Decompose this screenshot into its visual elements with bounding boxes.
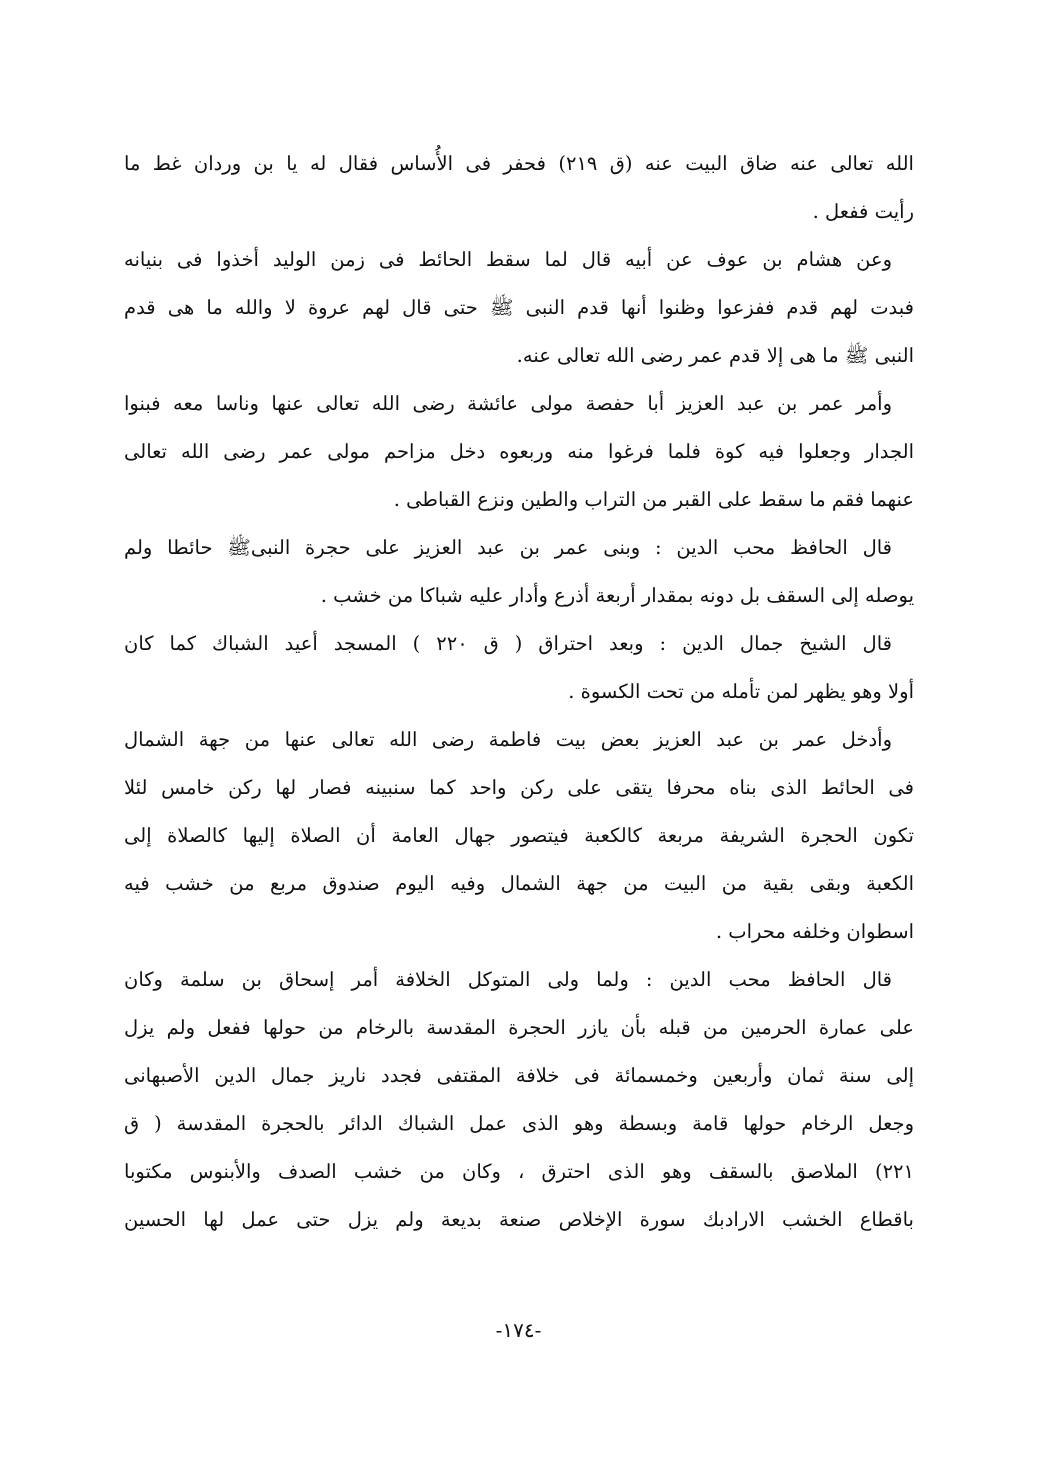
text-line: وجعل الرخام حولها قامة وبسطة وهو الذى عمل الشباك الدائر بالحجرة المقدسة ( ق [124,1112,914,1135]
text-line: اسطوان وخلفه محراب . [715,920,914,943]
page-number: -١٧٤- [495,1318,542,1342]
text-line: باقطاع الخشب الارادبك سورة الإخلاص صنعة بديعة ولم يزل حتى عمل لها الحسين [124,1208,914,1231]
text-line: عنهما فقم ما سقط على القبر من التراب والطين ونزع القباطى . [393,488,914,511]
body-text [124,140,914,1244]
text-line: قال الحافظ محب الدين : وبنى عمر بن عبد العزيز على حجرة النبىﷺ حائطا ولم [124,536,892,559]
text-line: يوصله إلى السقف بل دونه بمقدار أربعة أذرع وأدار عليه شباكا من خشب . [320,584,914,607]
text-line: النبى ﷺ ما هى إلا قدم عمر رضى الله تعالى عنه. [516,344,914,367]
text-line: وأمر عمر بن عبد العزيز أبا حفصة مولى عائشة رضى الله تعالى عنها وناسا معه فبنوا [124,392,892,415]
text-line: رأيت ففعل . [812,200,914,223]
text-line: أولا وهو يظهر لمن تأمله من تحت الكسوة . [568,680,914,703]
text-line: ٢٢١) الملاصق بالسقف وهو الذى احترق ، وكان من خشب الصدف والأبنوس مكتوبا [124,1160,914,1183]
text-line: على عمارة الحرمين من قبله بأن يازر الحجرة المقدسة بالرخام من حولها ففعل ولم يزل [124,1016,914,1039]
text-line: قال الشيخ جمال الدين : وبعد احتراق ( ق ٢٢٠ ) المسجد أعيد الشباك كما كان [124,632,892,655]
text-line: قال الحافظ محب الدين : ولما ولى المتوكل الخلافة أمر إسحاق بن سلمة وكان [124,968,892,991]
text-line: وأدخل عمر بن عبد العزيز بعض بيت فاطمة رضى الله تعالى عنها من جهة الشمال [124,728,892,751]
text-line: الله تعالى عنه ضاق البيت عنه (ق ٢١٩) فحفر فى الأُساس فقال له يا بن وردان غط ما [124,152,914,175]
text-line: إلى سنة ثمان وأربعين وخمسمائة فى خلافة المقتفى فجدد ناريز جمال الدين الأصبهانى [124,1064,914,1087]
text-line: تكون الحجرة الشريفة مربعة كالكعبة فيتصور جهال العامة أن الصلاة إليها كالصلاة إلى [124,824,914,847]
text-line: الكعبة وبقى بقية من البيت من جهة الشمال وفيه اليوم صندوق مربع من خشب فيه [124,872,914,895]
text-line: الجدار وجعلوا فيه كوة فلما فرغوا منه وربعوه دخل مزاحم مولى عمر رضى الله تعالى [124,440,914,463]
text-line: فبدت لهم قدم ففزعوا وظنوا أنها قدم النبى ﷺ حتى قال لهم عروة لا والله ما هى قدم [124,296,914,319]
text-line: فى الحائط الذى بناه محرفا يتقى على ركن واحد كما سنبينه فصار لها ركن خامس لئلا [124,776,914,799]
text-line: وعن هشام بن عوف عن أبيه قال لما سقط الحائط فى زمن الوليد أخذوا فى بنيانه [124,248,892,271]
